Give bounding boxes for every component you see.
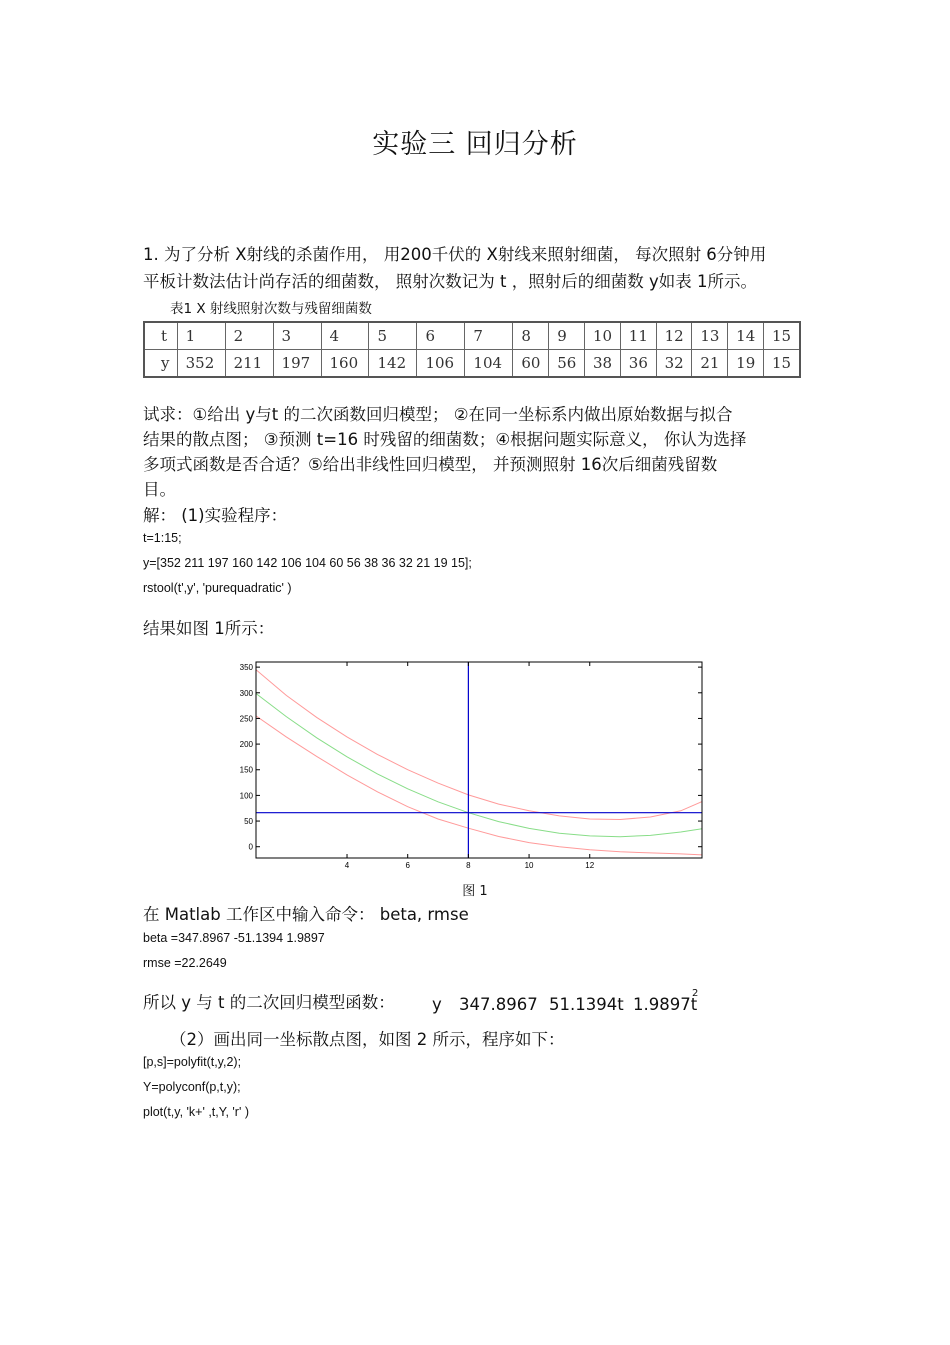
part2-text: （2）画出同一坐标散点图，如图 2 所示，程序如下： <box>170 1030 565 1049</box>
table-cell: 4 <box>321 322 369 350</box>
y-tick-label: 300 <box>239 688 253 698</box>
table-cell: 5 <box>369 322 417 350</box>
page-title: 实验三 回归分析 <box>372 129 578 160</box>
table-cell: 106 <box>417 350 465 378</box>
y-header-cell: y <box>144 350 177 378</box>
y-tick-label: 350 <box>239 663 253 673</box>
y-tick-label: 0 <box>248 842 253 852</box>
table-cell: 104 <box>465 350 513 378</box>
output-beta: beta =347.8967 -51.1394 1.9897 <box>143 931 325 945</box>
y-tick-label: 100 <box>239 791 253 801</box>
code-line: [p,s]=polyfit(t,y,2); <box>143 1055 242 1069</box>
code-line: Y=polyconf(p,t,y); <box>143 1080 241 1094</box>
x-tick-label: 6 <box>405 861 410 869</box>
question-line-3: 多项式函数是否合适？⑤给出非线性回归模型， 并预测照射 16次后细菌残留数 <box>143 455 718 474</box>
table-cell: 12 <box>656 322 692 350</box>
model-exponent: 2 <box>692 988 699 999</box>
code-line: plot(t,y, 'k+' ,t,Y, 'r' ) <box>143 1105 249 1119</box>
table-cell: 7 <box>465 322 513 350</box>
table-cell: 32 <box>656 350 692 378</box>
question-line-1: 试求：①给出 y与t 的二次函数回归模型； ②在同一坐标系内做出原始数据与拟合 <box>143 405 733 424</box>
figure-1-chart <box>233 659 713 869</box>
table-cell: 8 <box>513 322 549 350</box>
x-tick-label: 4 <box>344 861 350 869</box>
table-cell: 142 <box>369 350 417 378</box>
table-row-y <box>144 350 800 378</box>
fitted-curve <box>256 694 702 837</box>
question-line-4: 目。 <box>143 480 176 499</box>
y-tick-label: 250 <box>239 714 253 724</box>
t-header-cell: t <box>144 322 177 350</box>
y-tick-label: 200 <box>239 740 253 750</box>
table-cell: 197 <box>273 350 321 378</box>
result-text: 结果如图 1所示： <box>143 619 275 638</box>
model-y: y <box>432 995 442 1014</box>
data-table <box>143 321 801 378</box>
table-cell: 211 <box>225 350 273 378</box>
model-coef-c: 1.9897t <box>633 995 698 1014</box>
table-cell: 21 <box>692 350 728 378</box>
table-cell: 9 <box>549 322 585 350</box>
table-cell: 2 <box>225 322 273 350</box>
table-cell: 19 <box>728 350 764 378</box>
table-row-t <box>144 322 800 350</box>
solution-heading: 解： (1)实验程序： <box>143 506 288 525</box>
y-tick-label: 150 <box>239 765 253 775</box>
x-tick-label: 12 <box>585 861 595 869</box>
table-cell: 15 <box>763 350 800 378</box>
table-cell: 36 <box>620 350 656 378</box>
problem-line-1: 1. 为了分析 X射线的杀菌作用， 用200千伏的 X射线来照射细菌， 每次照射 6分钟用 <box>143 245 767 264</box>
matlab-command-text: 在 Matlab 工作区中输入命令： beta, rmse <box>143 905 469 924</box>
table-cell: 11 <box>620 322 656 350</box>
table-cell: 56 <box>549 350 585 378</box>
code-line: y=[352 211 197 160 142 106 104 60 56 38 36 32 21 19 15]; <box>143 556 472 570</box>
table-caption: 表1 X 射线照射次数与残留细菌数 <box>170 301 372 317</box>
model-coef-b: 51.1394t <box>549 995 624 1014</box>
output-rmse: rmse =22.2649 <box>143 956 227 970</box>
table-cell: 1 <box>177 322 225 350</box>
table-cell: 352 <box>177 350 225 378</box>
y-tick-label: 50 <box>244 817 253 827</box>
table-cell: 13 <box>692 322 728 350</box>
table-cell: 15 <box>763 322 800 350</box>
confidence-bound-curve <box>256 670 702 820</box>
table-cell: 6 <box>417 322 465 350</box>
table-cell: 60 <box>513 350 549 378</box>
model-coef-a: 347.8967 <box>459 995 538 1014</box>
table-cell: 3 <box>273 322 321 350</box>
confidence-bound-curve <box>256 716 702 855</box>
question-line-2: 结果的散点图； ③预测 t=16 时残留的细菌数；④根据问题实际意义， 你认为选择 <box>143 430 747 449</box>
table-cell: 160 <box>321 350 369 378</box>
model-prefix: 所以 y 与 t 的二次回归模型函数： <box>143 993 395 1012</box>
table-cell: 14 <box>728 322 764 350</box>
code-line: rstool(t',y', 'purequadratic' ) <box>143 581 292 595</box>
problem-line-2: 平板计数法估计尚存活的细菌数， 照射次数记为 t ，照射后的细菌数 y如表 1所示。 <box>143 272 757 291</box>
code-line: t=1:15; <box>143 531 182 545</box>
table-cell: 38 <box>584 350 620 378</box>
x-tick-label: 8 <box>466 861 471 869</box>
figure-caption: 图 1 <box>462 884 488 899</box>
x-tick-label: 10 <box>524 861 534 869</box>
table-cell: 10 <box>584 322 620 350</box>
